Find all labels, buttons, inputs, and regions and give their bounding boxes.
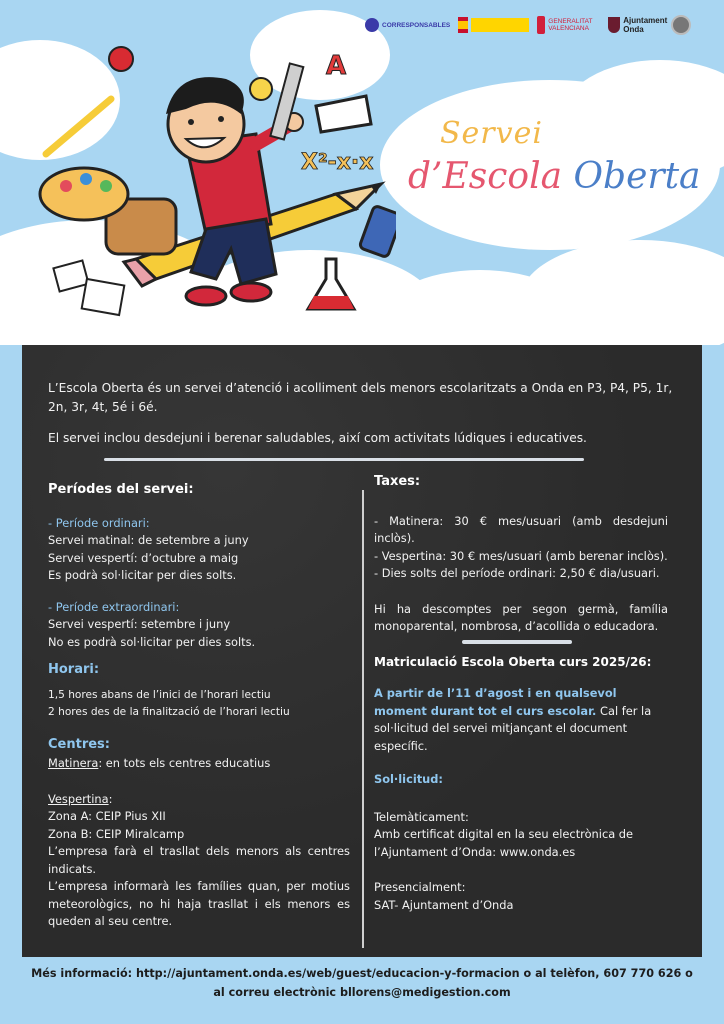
tax-line: - Dies solts del període ordinari: 2,50 € dia/usuari. bbox=[374, 566, 660, 580]
book-icon bbox=[316, 96, 371, 132]
matinera-label: Matinera bbox=[48, 756, 99, 770]
ordinari-line: Servei matinal: de setembre a juny bbox=[48, 533, 249, 547]
matricula-rest: Cal fer la sol·licitud del servei mitjançant el document específic. bbox=[374, 703, 652, 753]
ordinari-line: Es podrà sol·licitar per dies solts. bbox=[48, 568, 237, 582]
extra-line: No es podrà sol·licitar per dies solts. bbox=[48, 634, 256, 649]
zone-line: Zona B: CEIP Miralcamp bbox=[48, 826, 185, 841]
matricula-text bbox=[374, 685, 668, 755]
horari-line: 1,5 hores abans de l’inici de l’horari lectiu bbox=[48, 688, 271, 701]
math-formula-icon: X²-x·x bbox=[301, 150, 374, 175]
presencial-text: SAT- Ajuntament d’Onda bbox=[374, 897, 514, 912]
tax-line: - Matinera: 30 € mes/usuari (amb desdejuni inclòs). bbox=[374, 513, 668, 545]
intro bbox=[48, 379, 688, 460]
title-escola-oberta bbox=[408, 156, 701, 197]
generalitat-logo bbox=[537, 16, 600, 34]
matricula-highlight: A partir de l’11 d’agost i en qualsevol moment durant tot el curs escolar. bbox=[374, 686, 617, 718]
header-banner bbox=[0, 0, 724, 345]
ajuntament-onda-label: Ajuntament Onda bbox=[623, 16, 668, 34]
right-column bbox=[374, 473, 668, 914]
paper-icon bbox=[82, 279, 125, 315]
letter-a-icon: A bbox=[326, 51, 347, 81]
ministerio-banner bbox=[471, 18, 529, 32]
spain-flag-icon bbox=[458, 17, 468, 33]
extra-title: - Període extraordinari: bbox=[48, 599, 180, 614]
telematic-text: Amb certificat digital en la seu electrònica de l’Ajuntament d’Onda: www.onda.es bbox=[374, 827, 634, 859]
paper-icon bbox=[53, 261, 88, 292]
chalkboard bbox=[22, 345, 702, 957]
horari-title: Horari: bbox=[48, 662, 100, 677]
title-servei: Servei bbox=[440, 116, 543, 151]
corresponsables-logo bbox=[365, 18, 450, 32]
ordinari-title: - Període ordinari: bbox=[48, 515, 150, 530]
footer-more-info bbox=[0, 964, 724, 1002]
matinera-line bbox=[48, 755, 350, 773]
seal-logo bbox=[671, 15, 691, 35]
generalitat-logo-icon bbox=[537, 16, 545, 34]
horari-line: 2 hores des de la finalització de l’horari lectiu bbox=[48, 706, 290, 718]
extra-line: Servei vespertí: setembre i juny bbox=[48, 617, 231, 631]
presencial-title: Presencialment: bbox=[374, 880, 466, 894]
intro-paragraph-1: L’Escola Oberta és un servei d’atenció i acolliment dels menors escolaritzats a Onda en P3, P4, P5, 1r, 2n, 3r, 4t, 5é i 6é. bbox=[48, 381, 673, 414]
periodes-title: Períodes del servei: bbox=[48, 482, 194, 497]
title-oberta: Oberta bbox=[573, 156, 701, 197]
descomptes-text: Hi ha descomptes per segon germà, família monoparental, nombrosa, d’acollida o educadora. bbox=[374, 601, 668, 633]
seal-icon bbox=[671, 15, 691, 35]
corresponsables-logo-icon bbox=[365, 18, 379, 32]
brush-icon bbox=[46, 99, 111, 154]
matinera-text: : en tots els centres educatius bbox=[98, 756, 271, 770]
meteo-text: L’empresa informarà les famílies quan, per motius meteorològics, no hi haja trasllat i els menors es queden al seu centre. bbox=[48, 879, 350, 928]
solicitud-title: Sol·licitud: bbox=[374, 772, 443, 786]
title-d-escola: d’Escola bbox=[408, 156, 563, 197]
student-on-pencil-illustration bbox=[36, 34, 396, 334]
zone-line: Zona A: CEIP Pius XII bbox=[48, 809, 166, 823]
sponsor-logos bbox=[365, 8, 715, 42]
vespertina-colon: : bbox=[108, 791, 113, 806]
taxes-title: Taxes: bbox=[374, 474, 421, 489]
ordinari-line: Servei vespertí: d’octubre a maig bbox=[48, 550, 239, 565]
ajuntament-onda-logo bbox=[608, 16, 668, 34]
ministerio-logo bbox=[458, 17, 529, 33]
trasllat-text: L’empresa farà el trasllat dels menors als centres indicats. bbox=[48, 844, 350, 876]
lightbulb-icon bbox=[250, 78, 272, 100]
column-divider bbox=[362, 490, 364, 948]
centres-title: Centres: bbox=[48, 736, 110, 752]
chalk-divider bbox=[104, 458, 584, 461]
tax-line: - Vespertina: 30 € mes/usuari (amb berenar inclòs). bbox=[374, 548, 668, 563]
matricula-title: Matriculació Escola Oberta curs 2025/26: bbox=[374, 654, 652, 669]
telematic-title: Telemàticament: bbox=[374, 809, 469, 824]
calculator-icon bbox=[359, 205, 396, 258]
intro-paragraph-2: El servei inclou desdejuni i berenar saludables, així com activitats lúdiques i educatives. bbox=[48, 431, 587, 445]
vespertina-label: Vespertina bbox=[48, 791, 109, 806]
footer-line-1: Més informació: http://ajuntament.onda.es/web/guest/educacion-y-formacion o al telèfon, 607 770 626 o bbox=[31, 967, 693, 980]
chalk-underline bbox=[462, 640, 572, 644]
onda-shield-icon bbox=[608, 17, 620, 33]
left-column bbox=[48, 481, 350, 931]
apple-icon bbox=[109, 47, 133, 71]
footer-line-2: al correu electrònic bllorens@medigestion.com bbox=[213, 986, 511, 999]
generalitat-logo-label: GENERALITAT VALENCIANA bbox=[548, 18, 593, 32]
corresponsables-logo-label: CORRESPONSABLES bbox=[382, 21, 451, 29]
vespertina-line bbox=[48, 791, 350, 809]
